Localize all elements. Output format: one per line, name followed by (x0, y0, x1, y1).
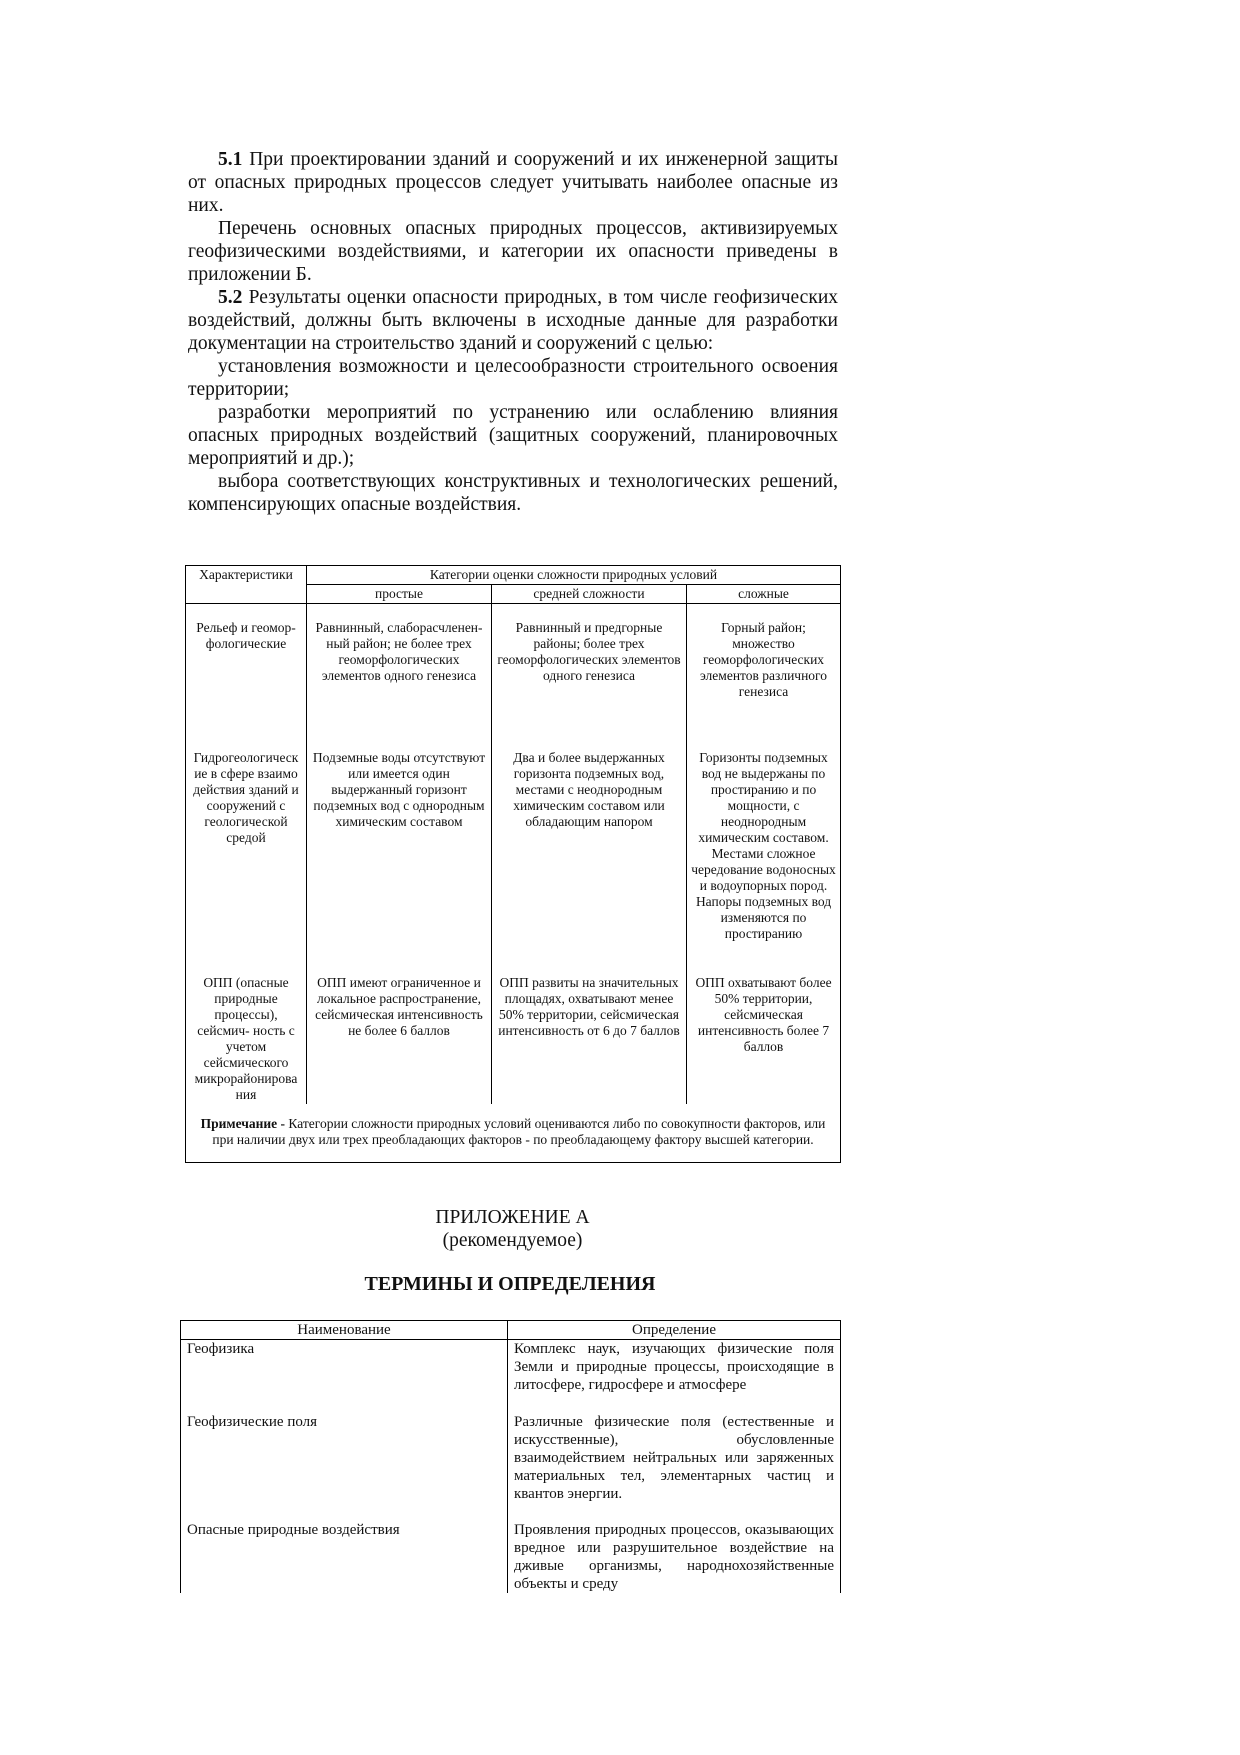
complexity-category-table (185, 565, 841, 1163)
table-row (181, 1521, 841, 1593)
section-5-text (188, 148, 838, 516)
appendix-subtitle: (рекомендуемое) (442, 1230, 583, 1251)
paragraph-text: Результаты оценки опасности природных, в том числе геофизических воздействий, должны быть включены в исходные данные для разработки документации на строительство зданий и сооружений с целью: (188, 287, 838, 354)
term-definition: Комплекс наук, изучающих физические поля Земли и природные процессы, происходящие в литосфере, гидросфере и атмосфере (508, 1340, 841, 1413)
appendix-title: ПРИЛОЖЕНИЕ А (435, 1207, 590, 1228)
cell-medium: Два и более выдержанных горизонта подземных вод, местами с неоднородным химическим составом или обладающим напором (492, 749, 687, 974)
cell-simple: Равнинный, слаборасчленен- ный район; не более трех геоморфологических элементов одного генезиса (307, 604, 492, 749)
header-medium: средней сложности (492, 585, 687, 604)
terms-table (180, 1320, 841, 1593)
clause-number: 5.2 (218, 287, 243, 308)
cell-simple: Подземные воды отсутствуют или имеется один выдержанный горизонт подземных вод с однородным химическим составом (307, 749, 492, 974)
note-label: Примечание - (200, 1115, 286, 1131)
header-definition: Определение (508, 1321, 841, 1340)
cell-simple: ОПП имеют ограниченное и локальное распространение, сейсмическая интенсивность не более 6 баллов (307, 974, 492, 1104)
header-name: Наименование (181, 1321, 508, 1340)
clause-number: 5.1 (218, 149, 243, 170)
term-name: Геофизика (181, 1340, 508, 1413)
term-name: Геофизические поля (181, 1413, 508, 1521)
row-name: Гидрогеологическ ие в сфере взаимо действия зданий и сооружений с геологической средой (186, 749, 307, 974)
paragraph-5-2 (188, 286, 838, 355)
paragraph-text: При проектировании зданий и сооружений и их инженерной защиты от опасных природных процессов следует учитывать наиболее опасные из них. (188, 149, 838, 216)
header-characteristics: Характеристики (186, 566, 307, 604)
table-note (186, 1104, 841, 1163)
row-name: Рельеф и геомор- фологические (186, 604, 307, 749)
table-row (181, 1340, 841, 1413)
table-row (186, 749, 841, 974)
cell-medium: ОПП развиты на значительных площадях, охватывают менее 50% территории, сейсмическая интенсивность от 6 до 7 баллов (492, 974, 687, 1104)
table-row (186, 974, 841, 1104)
header-complex: сложные (687, 585, 841, 604)
cell-complex: Горизонты подземных вод не выдержаны по простиранию и по мощности, с неоднородным химическим составом. Местами сложное чередование водоносных и водоупорных пород. Напоры подземных вод изменяются по простиранию (687, 749, 841, 974)
table-row (186, 604, 841, 749)
list-item-solutions: выбора соответствующих конструктивных и технологических решений, компенсирующих опасные воздействия. (188, 471, 838, 515)
terms-heading: ТЕРМИНЫ И ОПРЕДЕЛЕНИЯ (364, 1273, 656, 1295)
cell-medium: Равнинный и предгорные районы; более трех геоморфологических элементов одного генезиса (492, 604, 687, 749)
paragraph-5-1 (188, 148, 838, 217)
cell-complex: Горный район; множество геоморфологических элементов различного генезиса (687, 604, 841, 749)
table-row (181, 1413, 841, 1521)
list-item-measures: разработки мероприятий по устранению или ослаблению влияния опасных природных воздействий (защитных сооружений, планировочных мероприятий и др.); (188, 402, 838, 469)
term-name: Опасные природные воздействия (181, 1521, 508, 1593)
list-item-territory: установления возможности и целесообразности строительного освоения территории; (188, 356, 838, 400)
cell-complex: ОПП охватывают более 50% территории, сейсмическая интенсивность более 7 баллов (687, 974, 841, 1104)
header-categories: Категории оценки сложности природных условий (307, 566, 841, 585)
term-definition: Проявления природных процессов, оказывающих вредное или разрушительное воздействие на дживые организмы, народнохозяйственные объекты и среду (508, 1521, 841, 1593)
paragraph-list-reference: Перечень основных опасных природных процессов, активизируемых геофизическими воздействиями, и категории их опасности приведены в приложении Б. (188, 218, 838, 285)
note-text: Категории сложности природных условий оцениваются либо по совокупности факторов, или при наличии двух или трех преобладающих факторов - по преобладающему фактору высшей категории. (212, 1115, 826, 1147)
header-simple: простые (307, 585, 492, 604)
row-name: ОПП (опасные природные процессы), сейсмич- ность с учетом сейсмического микрорайонирова ния (186, 974, 307, 1104)
term-definition: Различные физические поля (естественные и искусственные), обусловленные взаимодействием нейтральных или заряженных материальных тел, элементарных частиц и квантов энергии. (508, 1413, 841, 1521)
